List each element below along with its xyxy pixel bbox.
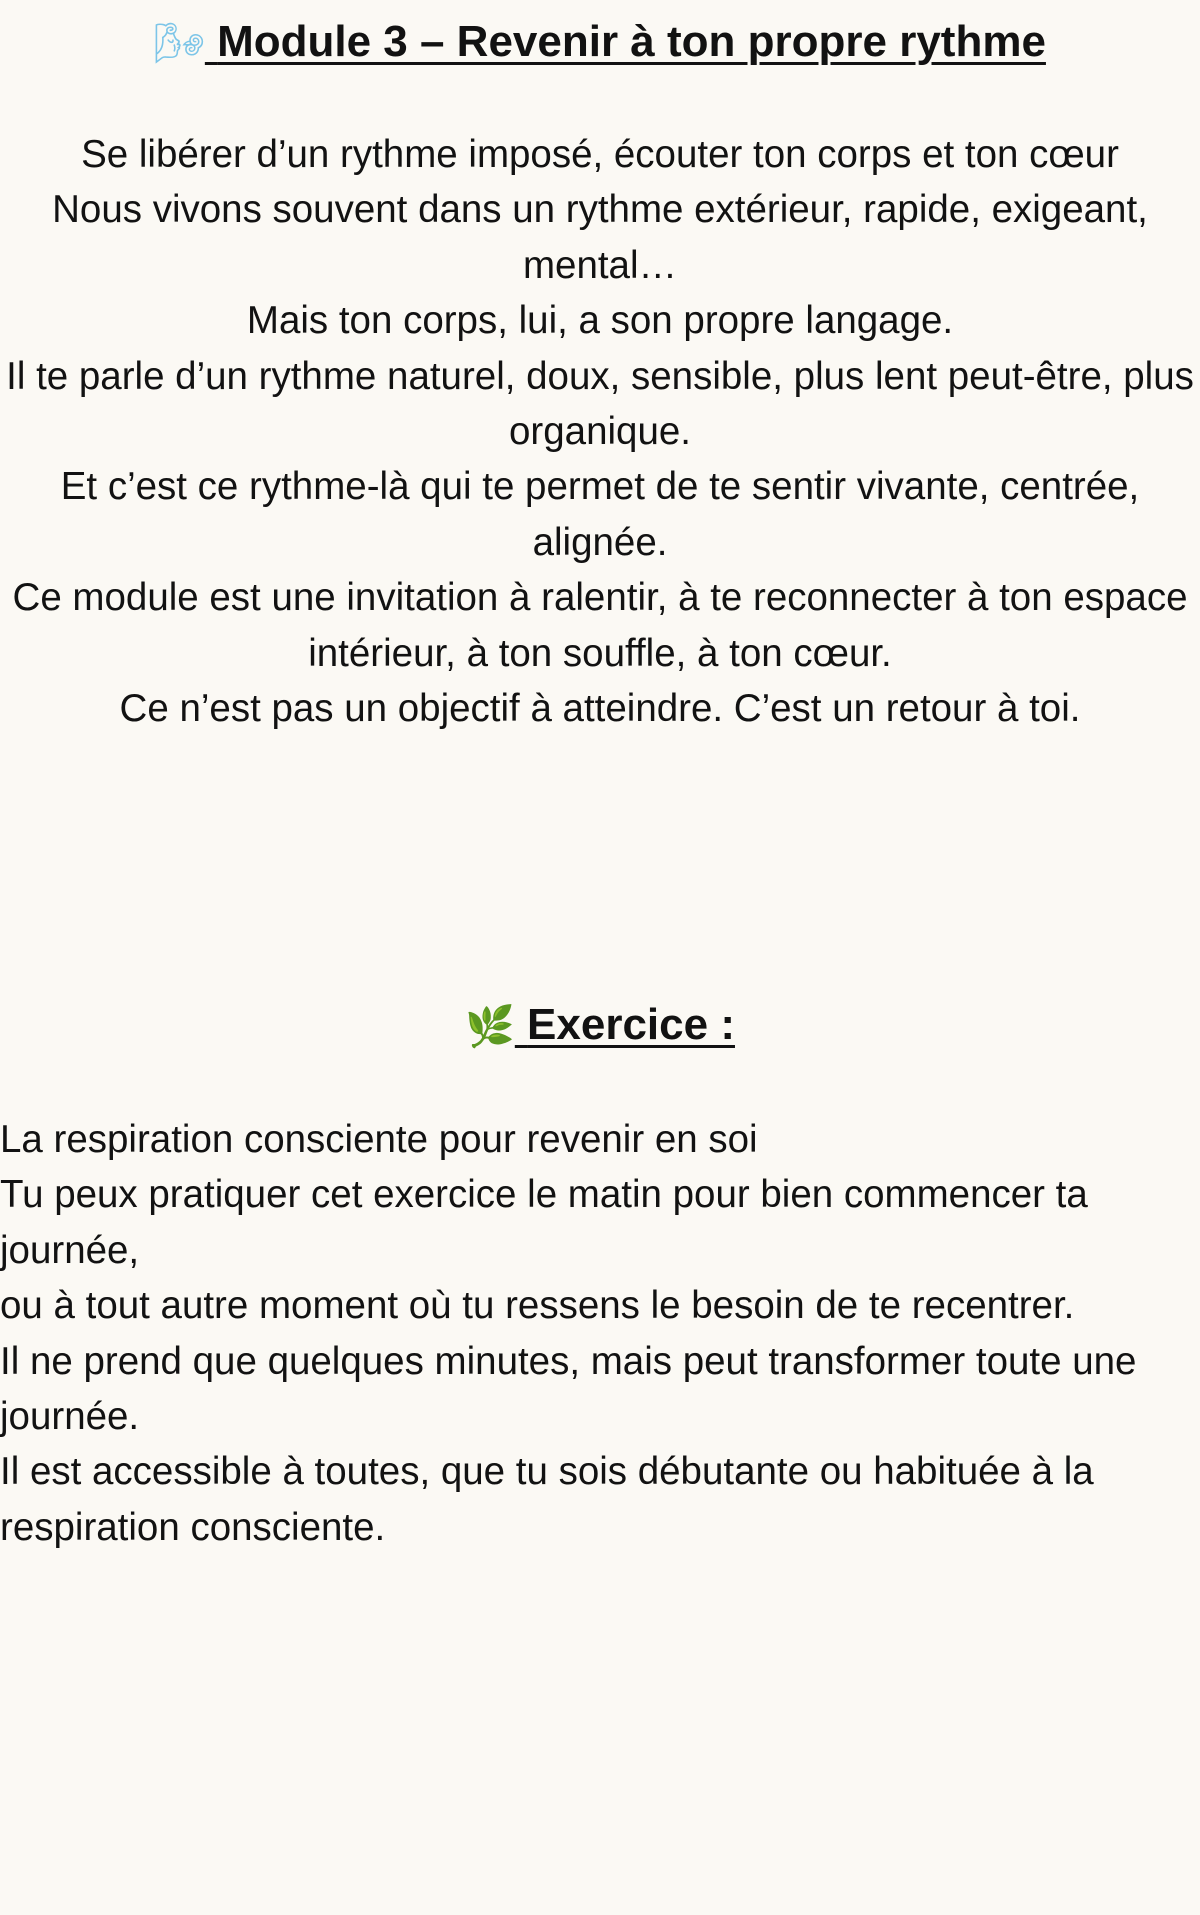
exercise-title — [0, 995, 1200, 1057]
exercise-line: ou à tout autre moment où tu ressens le besoin de te recentrer. — [0, 1284, 1075, 1328]
intro-line: Se libérer d’un rythme imposé, écouter ton corps et ton cœur — [81, 133, 1119, 176]
exercise-title-text: Exercice : — [527, 1000, 735, 1049]
intro-line: Nous vivons souvent dans un rythme extérieur, rapide, exigeant, mental… — [52, 188, 1148, 287]
exercise-title-underlined — [465, 1000, 735, 1049]
intro-line: Ce n’est pas un objectif à atteindre. C’est un retour à toi. — [119, 687, 1081, 731]
exercise-line: Il est accessible à toutes, que tu sois débutante ou habituée à la respiration consciente. — [0, 1450, 1094, 1549]
intro-line: Ce module est une invitation à ralentir, à te reconnecter à ton espace intérieur, à ton souffle, à ton cœur. — [12, 576, 1188, 675]
module-title-underlined — [154, 17, 1046, 66]
exercise-body — [0, 1112, 1196, 1555]
module-title — [0, 12, 1200, 74]
module-intro — [0, 127, 1200, 736]
wind-blowing-face-icon: 🌬 — [154, 21, 205, 68]
herb-leaf-icon: 🌿 — [465, 1004, 515, 1051]
intro-line: Et c’est ce rythme-là qui te permet de te sentir vivante, centrée, alignée. — [60, 465, 1140, 564]
intro-line: Mais ton corps, lui, a son propre langage. — [246, 299, 954, 343]
exercise-line: Tu peux pratiquer cet exercice le matin pour bien commencer ta journée, — [0, 1173, 1088, 1272]
exercise-line: Il ne prend que quelques minutes, mais peut transformer toute une journée. — [0, 1339, 1137, 1439]
intro-line: Il te parle d’un rythme naturel, doux, sensible, plus lent peut-être, plus organique. — [6, 354, 1194, 454]
module-title-text: Module 3 – Revenir à ton propre rythme — [217, 17, 1046, 66]
exercise-line: La respiration consciente pour revenir en soi — [0, 1118, 758, 1161]
